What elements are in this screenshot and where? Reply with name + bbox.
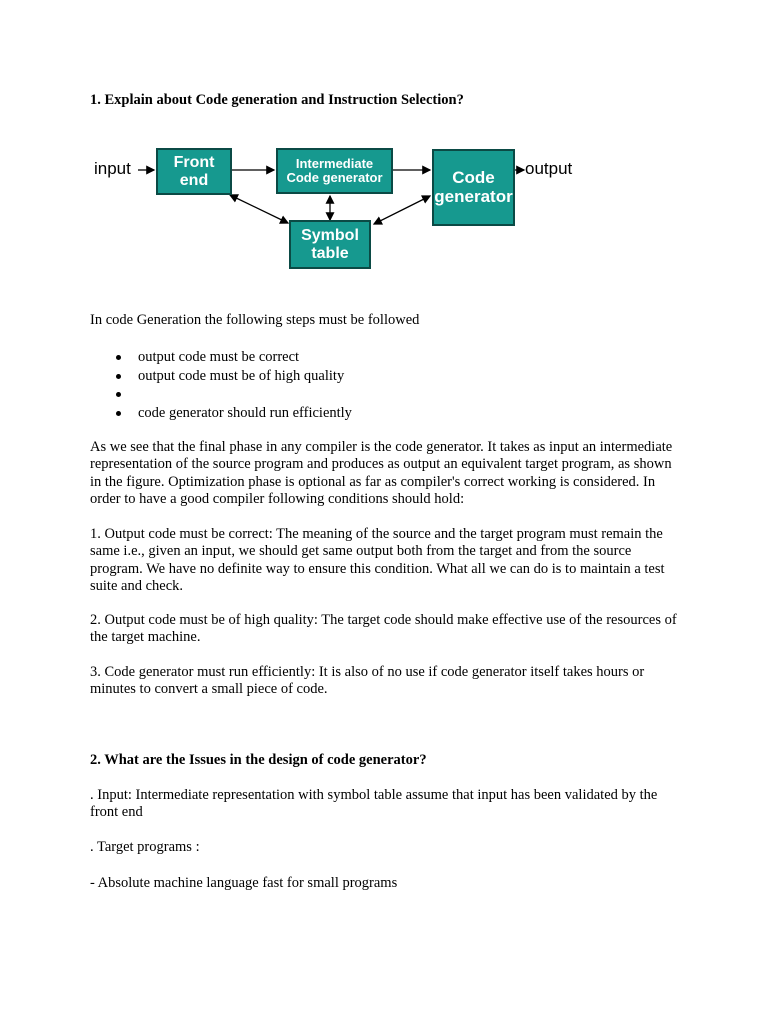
list-item bbox=[90, 385, 352, 404]
issue-target-programs: . Target programs : bbox=[90, 839, 200, 855]
steps-list bbox=[90, 348, 352, 422]
paragraph-correct: 1. Output code must be correct: The meaning of the source and the target program must remain the same i.e., given an input, we should get same output both from the target and from the source program. We have no definite way to ensure this condition. What all we can do is to maintain a test suite and check. bbox=[90, 526, 665, 595]
arrow-frontend-symbol bbox=[230, 195, 288, 223]
paragraph-quality: 2. Output code must be of high quality: The target code should make effective use of the resources of the target machine. bbox=[90, 612, 677, 646]
issue-absolute-machine: - Absolute machine language fast for small programs bbox=[90, 875, 398, 891]
issue-input: . Input: Intermediate representation with symbol table assume that input has been validated by the front end bbox=[90, 787, 658, 821]
arrow-codegen-symbol bbox=[374, 196, 430, 224]
front-end-box: Front end bbox=[156, 148, 232, 195]
intermediate-code-generator-box: Intermediate Code generator bbox=[276, 148, 393, 194]
list-item: output code must be of high quality bbox=[90, 367, 352, 386]
bullet-icon bbox=[116, 374, 121, 379]
compiler-diagram bbox=[92, 142, 592, 277]
output-label: output bbox=[525, 159, 573, 178]
question-2-heading: 2. What are the Issues in the design of code generator? bbox=[90, 752, 427, 768]
paragraph-final-phase: As we see that the final phase in any compiler is the code generator. It takes as input an intermediate representation of the source program and produces as output an equivalent target program, as shown in the figure. Optimization phase is optional as far as compiler's correct working is considered. In order to have a good compiler following conditions should hold: bbox=[90, 439, 673, 508]
symbol-table-box: Symbol table bbox=[289, 220, 371, 269]
list-item: code generator should run efficiently bbox=[90, 404, 352, 423]
bullet-icon bbox=[116, 392, 121, 397]
question-1-heading: 1. Explain about Code generation and Instruction Selection? bbox=[90, 92, 464, 108]
bullet-icon bbox=[116, 355, 121, 360]
input-label: input bbox=[94, 159, 131, 178]
list-item: output code must be correct bbox=[90, 348, 352, 367]
paragraph-efficient: 3. Code generator must run efficiently: It is also of no use if code generator itself takes hours or minutes to convert a small piece of code. bbox=[90, 664, 645, 698]
intro-text: In code Generation the following steps must be followed bbox=[90, 312, 420, 328]
bullet-icon bbox=[116, 411, 121, 416]
code-generator-box: Code generator bbox=[432, 149, 515, 226]
